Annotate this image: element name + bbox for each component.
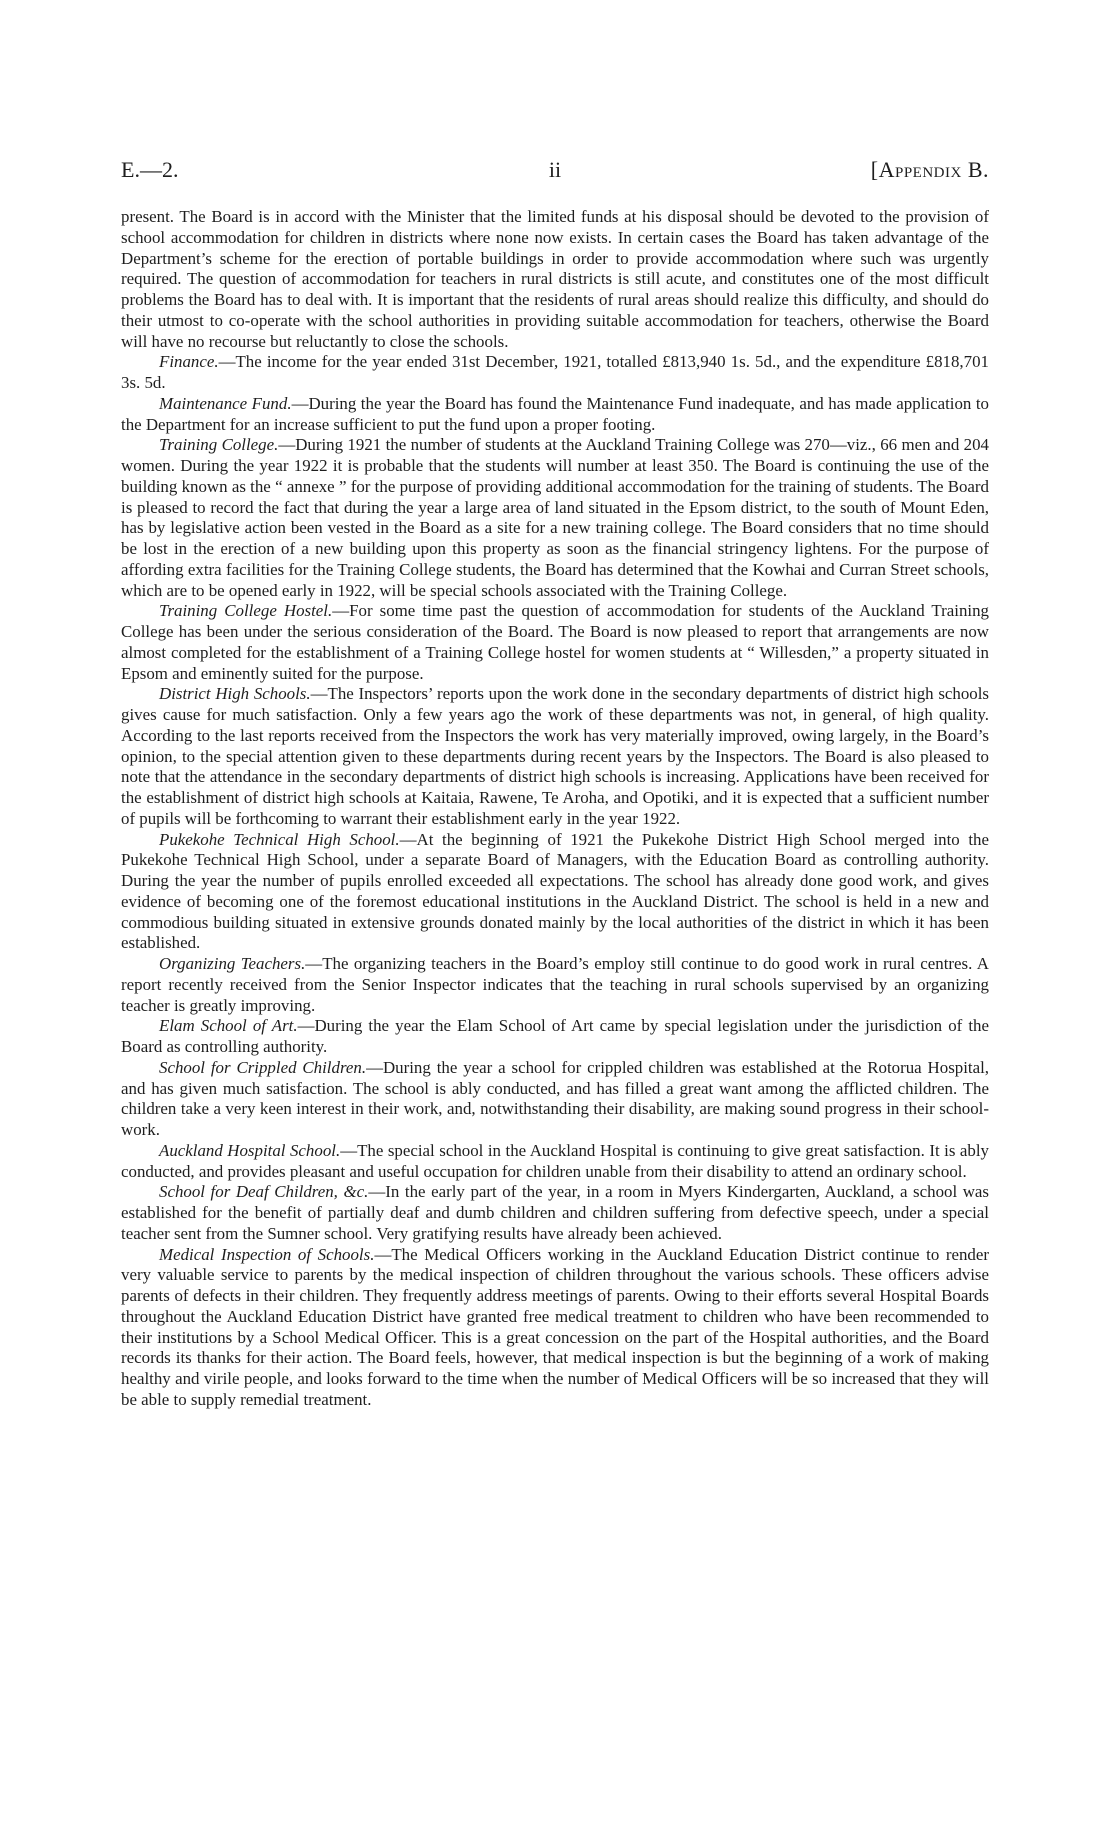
paragraph-hospital-school: Auckland Hospital School.—The special school in the Auckland Hospital is continuing to give great satisfaction. It is ably conducted, and provides pleasant and useful occupation for children unable from their disability to attend an ordinary school. xyxy=(121,1140,989,1181)
paragraph-intro: present. The Board is in accord with the Minister that the limited funds at his disposal should be devoted to the provision of school accommodation for children in districts where none now exists. In certain cases the Board has taken advantage of the Department’s scheme for the erection of portable buildings in order to provide accommodation where such was urgently required. The question of accommodation for teachers in rural districts is still acute, and constitutes one of the most difficult problems the Board has to deal with. It is important that the residents of rural areas should realize this difficulty, and should do their utmost to co-operate with the school authorities in providing suitable accommodation for teachers, otherwise the Board will have no recourse but reluctantly to close the schools. xyxy=(121,207,989,351)
paragraph-pukekohe-technical: Pukekohe Technical High School.—At the beginning of 1921 the Pukekohe District High School merged into the Pukekohe Technical High School, under a separate Board of Managers, with the Education Board as controlling authority. During the year the number of pupils enrolled exceeded all expectations. The school has already done good work, and gives evidence of becoming one of the foremost educational institutions in the Auckland District. The school is held in a new and commodious building situated in extensive grounds donated mainly by the local authorities of the district in which it has been established. xyxy=(121,829,989,953)
paragraph-heading: Pukekohe Technical High School. xyxy=(159,829,400,849)
paragraph-heading: Auckland Hospital School. xyxy=(159,1140,341,1160)
paragraph-district-high-schools: District High Schools.—The Inspectors’ reports upon the work done in the secondary departments of district high schools gives cause for much satisfaction. Only a few years ago the work of these departments was not, in general, of high quality. According to the last reports received from the Inspectors the work has very materially improved, owing largely, in the Board’s opinion, to the special attention given to these departments during recent years by the Inspectors. The Board is also pleased to note that the attendance in the secondary departments of district high schools is increasing. Applications have been received for the establishment of district high schools at Kaitaia, Rawene, Te Aroha, and Opotiki, and it is expected that a sufficient number of pupils will be forthcoming to warrant their establishment early in the year 1922. xyxy=(121,684,989,828)
paragraph-crippled-children: School for Crippled Children.—During the year a school for crippled children was established at the Rotorua Hospital, and has given much satisfaction. The school is ably conducted, and has filled a great want among the afflicted children. The children take a very keen interest in their work, and, notwithstanding their disability, are making sound progress in their school-work. xyxy=(121,1057,990,1139)
document-body xyxy=(121,207,989,1411)
document-code: E.—2. xyxy=(121,157,179,182)
paragraph-medical-inspection: Medical Inspection of Schools.—The Medical Officers working in the Auckland Education District continue to render very valuable service to parents by the medical inspection of children throughout the various schools. These officers advise parents of defects in their children. They frequently address meetings of parents. Owing to their efforts several Hospital Boards throughout the Auckland Education District have granted free medical treatment to children who have been recommended to their institutions by a School Medical Officer. This is a great concession on the part of the Hospital authorities, and the Board records its thanks for their action. The Board feels, however, that medical inspection is but the beginning of a work of making healthy and virile people, and looks forward to the time when the number of Medical Officers will be so increased that they will be able to supply remedial treatment. xyxy=(121,1244,990,1409)
paragraph-heading: Training College. xyxy=(159,435,279,455)
paragraph-heading: Finance. xyxy=(159,352,219,372)
document-page xyxy=(121,0,989,1837)
paragraph-heading: School for Crippled Children. xyxy=(159,1057,367,1077)
appendix-label: [Appendix B. xyxy=(870,157,989,182)
paragraph-heading: Elam School of Art. xyxy=(159,1016,298,1036)
paragraph-heading: School for Deaf Children, &c. xyxy=(159,1182,369,1202)
page-header xyxy=(121,153,989,187)
paragraph-elam-school: Elam School of Art.—During the year the Elam School of Art came by special legislation under the jurisdiction of the Board as controlling authority. xyxy=(121,1016,990,1056)
paragraph-finance: Finance.—The income for the year ended 31st December, 1921, totalled £813,940 1s. 5d., and the expenditure £818,701 3s. 5d. xyxy=(121,352,989,392)
paragraph-heading: Organizing Teachers. xyxy=(159,954,306,973)
paragraph-maintenance-fund: Maintenance Fund.—During the year the Board has found the Maintenance Fund inadequate, and has made application to the Department for an increase sufficient to put the fund upon a proper footing. xyxy=(121,393,989,434)
paragraph-organizing-teachers: Organizing Teachers.—The organizing teachers in the Board’s employ still continue to do good work in rural centres. A report recently received from the Senior Inspector indicates that the teaching in rural schools supervised by an organizing teacher is greatly improving. xyxy=(121,954,989,1015)
paragraph-heading: District High Schools. xyxy=(159,684,311,704)
paragraph-heading: Medical Inspection of Schools. xyxy=(159,1244,375,1264)
paragraph-training-college-hostel: Training College Hostel.—For some time past the question of accommodation for students of the Auckland Training College has been under the serious consideration of the Board. The Board is now pleased to report that arrangements are now almost completed for the establishment of a Training College hostel for women students at “ Willesden,” a property situated in Epsom and eminently suited for the purpose. xyxy=(121,601,989,683)
paragraph-heading: Maintenance Fund. xyxy=(159,393,292,413)
page-number: ii xyxy=(548,157,562,182)
paragraph-training-college: Training College.—During 1921 the number of students at the Auckland Training College was 270—viz., 66 men and 204 women. During the year 1922 it is probable that the students will number at least 350. The Board is continuing the use of the building known as the “ annexe ” for the purpose of providing additional accommodation for the training of students. The Board is pleased to record the fact that during the year a large area of land situated in the Epsom district, to the south of Mount Eden, has by legislative action been vested in the Board as a site for a new training college. The Board considers that no time should be lost in the erection of a new building upon this property as soon as the financial stringency lightens. For the purpose of affording extra facilities for the Training College students, the Board has determined that the Kowhai and Curran Street schools, which are to be opened early in 1922, will be special schools associated with the Training College. xyxy=(121,435,989,600)
paragraph-deaf-children: School for Deaf Children, &c.—In the early part of the year, in a room in Myers Kindergarten, Auckland, a school was established for the benefit of partially deaf and dumb children and children suffering from defective speech, under a special teacher sent from the Sumner school. Very gratifying results have already been achieved. xyxy=(121,1182,989,1243)
paragraph-heading: Training College Hostel. xyxy=(159,601,333,621)
